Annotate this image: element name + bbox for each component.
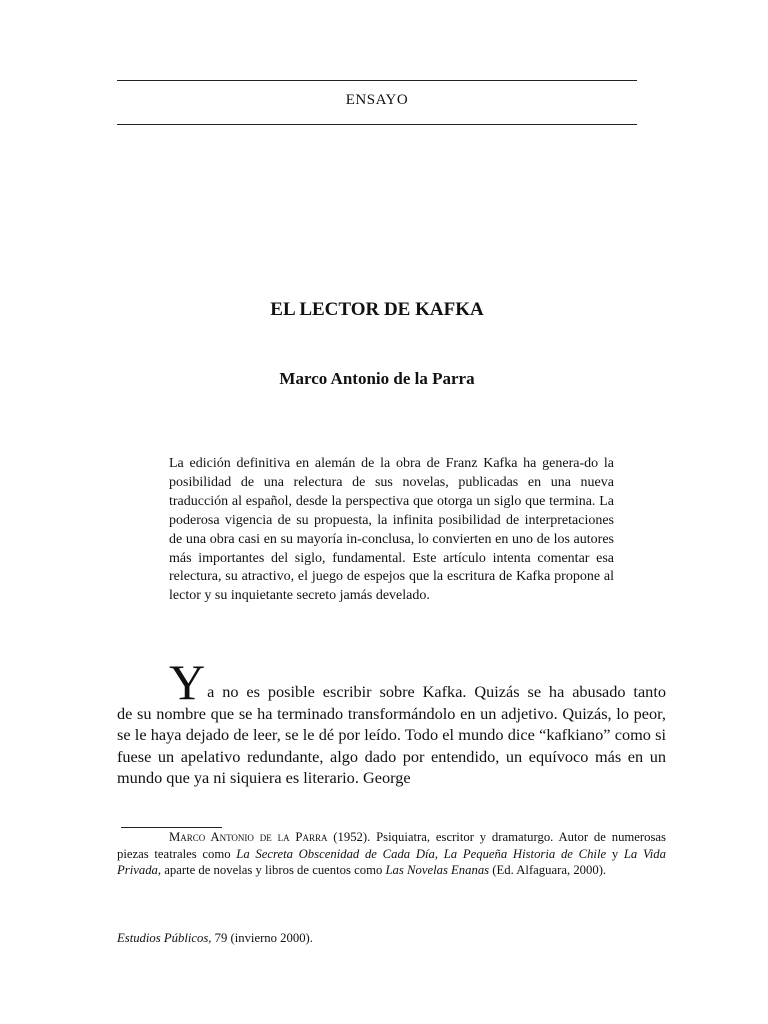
journal-issue: 79 (invierno 2000). [211,931,313,945]
section-label: ENSAYO [345,92,409,108]
footnote-indent [117,830,169,844]
journal-name: Estudios Públicos, [117,931,212,945]
footnote-text: (Ed. Alfaguara, 2000). [489,863,607,877]
body-first-line-text: a no es posible escribir sobre Kafka. Quizás se ha abusado tanto [207,682,666,701]
article-abstract: La edición definitiva en alemán de la obra de Franz Kafka ha genera-do la posibilidad de una relectura de sus novelas, publicadas en una nueva traducción al español, desde la perspectiva que otorga un siglo que termina. La poderosa vigencia de su propuesta, la infinita posibilidad de interpretaciones de una obra casi en su mayoría in-conclusa, lo convierten en uno de los autores más importantes del siglo, fundamental. Este artículo intenta comentar esa relectura, su atractivo, el juego de espejos que la escritura de Kafka propone al lector y su inquietante secreto jamás develado. [169,456,614,604]
footnote-text: (1952). Psiquiatra, escritor y dramaturgo. Autor de numerosas piezas teatrales como [117,830,666,861]
article-body [117,654,666,789]
footnote [117,829,666,879]
footnote-text: y [606,846,624,861]
article-author: Marco Antonio de la Parra [279,369,475,388]
body-first-line [117,654,666,710]
drop-cap: Y [169,654,206,710]
article-title: EL LECTOR DE KAFKA [270,299,484,320]
journal-citation [117,931,313,946]
header-rule-top [117,80,637,81]
footnote-work-title: Las Novelas Enanas [385,863,490,877]
footnote-rule [121,827,222,828]
footnote-author-name: Marco Antonio de la Parra [169,830,328,844]
header-rule-bottom [117,124,637,125]
footnote-work-title: La Secreta Obscenidad de Cada Día, La Pequeña Historia de Chile [236,846,607,861]
body-paragraph-text: de su nombre que se ha terminado transformándolo en un adjetivo. Quizás, lo peor, se le haya dejado de leer, se le dé por leído. Todo el mundo dice “kafkiano” como si fuese un apelativo redundante, algo dado por entendido, un equívoco más en un mundo que ya ni siquiera es literario. George [117,703,666,787]
footnote-text: , aparte de novelas y libros de cuentos como [157,863,386,877]
footnote-work-title: La Vida Privada [117,846,666,877]
